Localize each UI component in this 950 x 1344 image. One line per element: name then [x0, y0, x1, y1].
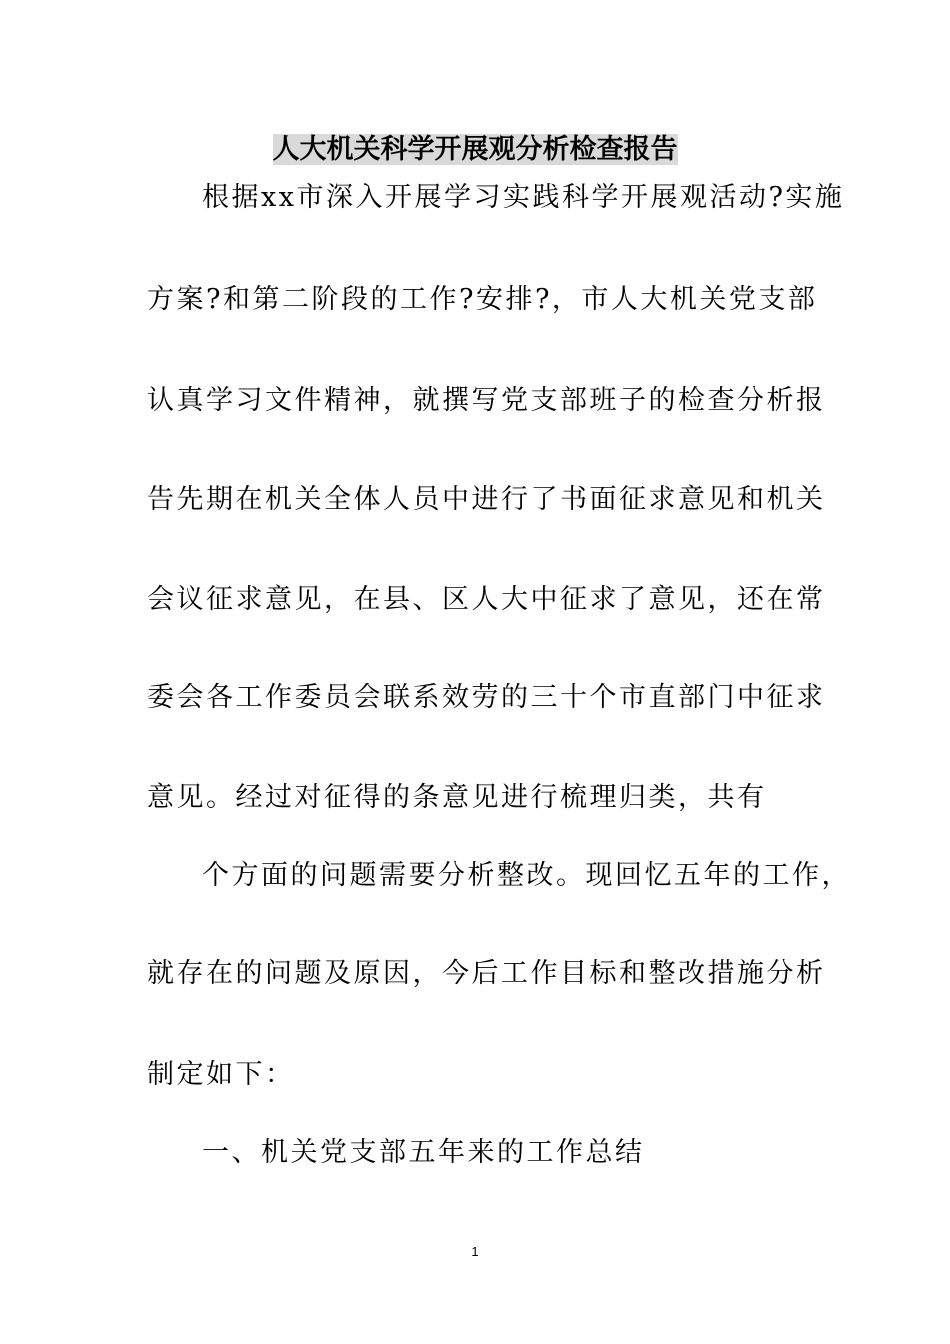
section-heading: 一、机关党支部五年来的工作总结	[202, 1137, 645, 1168]
paragraph-line: 个方面的问题需要分析整改。现回忆五年的工作，	[202, 860, 851, 891]
page-number: 1	[471, 1244, 479, 1259]
paragraph-line: 制定如下：	[147, 1059, 295, 1090]
paragraph-line: 告先期在机关全体人员中进行了书面征求意见和机关	[147, 484, 826, 515]
document-title-text: 人大机关科学开展观分析检查报告	[272, 134, 678, 165]
paragraph-line: 就存在的问题及原因，今后工作目标和整改措施分析	[147, 958, 826, 989]
paragraph-line: 委会各工作委员会联系效劳的三十个市直部门中征求	[147, 682, 826, 713]
document-title	[0, 130, 950, 170]
paragraph-line: 会议征求意见，在县、区人大中征求了意见，还在常	[147, 584, 826, 615]
paragraph-line: 意见。经过对征得的条意见进行梳理归类，共有	[147, 782, 767, 813]
paragraph-line: 方案?和第二阶段的工作?安排?，市人大机关党支部	[147, 284, 818, 315]
paragraph-line: 认真学习文件精神，就撰写党支部班子的检查分析报	[147, 385, 826, 416]
paragraph-line: 根据xx市深入开展学习实践科学开展观活动?实施	[202, 182, 845, 213]
